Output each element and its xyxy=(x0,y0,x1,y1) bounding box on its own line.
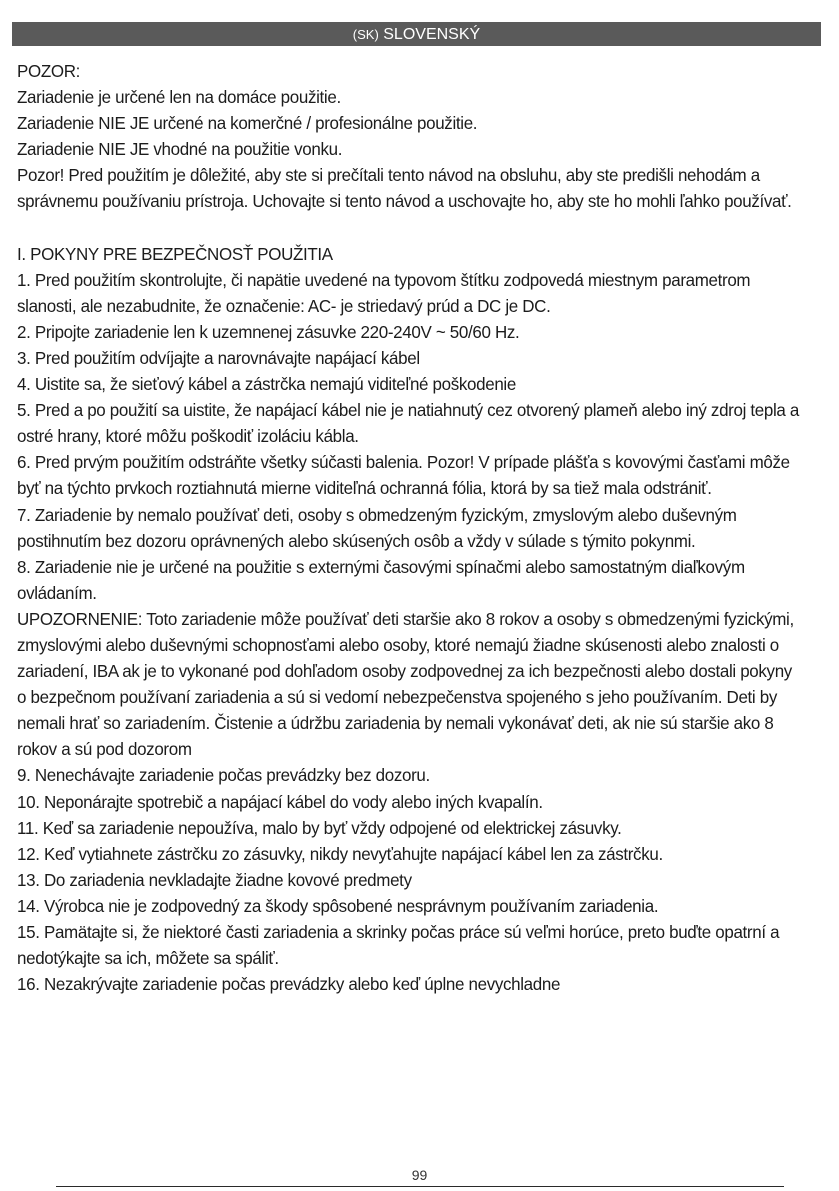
footer-divider xyxy=(56,1186,784,1187)
section-title: I. POKYNY PRE BEZPEČNOSŤ POUŽITIA xyxy=(17,243,333,264)
safety-item: 14. Výrobca nie je zodpovedný za škody spôsobené nesprávnym používaním zariadenia. xyxy=(17,895,659,916)
manual-content xyxy=(17,58,805,997)
warning-line: Zariadenie je určené len na domáce použitie. xyxy=(17,87,341,108)
language-code: (SK) xyxy=(352,27,379,42)
page-number: 99 xyxy=(411,1167,428,1183)
safety-item: 8. Zariadenie nie je určené na použitie s externými časovými spínačmi alebo samostatným diaľkovým ovládaním. xyxy=(17,556,745,603)
safety-item: 1. Pred použitím skontrolujte, či napätie uvedené na typovom štítku zodpovedá miestnym parametrom slanosti, ale nezabudnite, že označenie: AC- je striedavý prúd a DC je DC. xyxy=(17,269,751,316)
language-name: SLOVENSKÝ xyxy=(383,26,481,43)
safety-item: 12. Keď vytiahnete zástrčku zo zásuvky, nikdy nevyťahujte napájací kábel len za zástrčku. xyxy=(17,843,663,864)
safety-item: 9. Nenechávajte zariadenie počas prevádzky bez dozoru. xyxy=(17,765,430,786)
safety-item: 10. Neponárajte spotrebič a napájací kábel do vody alebo iných kvapalín. xyxy=(17,791,543,812)
safety-item: 16. Nezakrývajte zariadenie počas prevádzky alebo keď úplne nevychladne xyxy=(17,974,561,995)
warning-paragraph: Pozor! Pred použitím je dôležité, aby ste si prečítali tento návod na obsluhu, aby ste predišli nehodám a správnemu používaniu prístroja. Uchovajte si tento návod a uschovajte ho, aby ste ho mohli ľahko používať. xyxy=(17,165,792,212)
safety-item: 4. Uistite sa, že sieťový kábel a zástrčka nemajú viditeľné poškodenie xyxy=(17,374,516,395)
safety-item: 3. Pred použitím odvíjajte a narovnávajte napájací kábel xyxy=(17,347,420,368)
language-header-bar xyxy=(12,22,821,46)
safety-item: 15. Pamätajte si, že niektoré časti zariadenia a skrinky počas práce sú veľmi horúce, preto buďte opatrní a nedotýkajte sa ich, môžete sa spáliť. xyxy=(17,922,780,969)
safety-warning-paragraph: UPOZORNENIE: Toto zariadenie môže používať deti staršie ako 8 rokov a osoby s obmedzenými fyzickými, zmyslovými alebo duševnými schopnosťami alebo osoby, ktoré nemajú žiadne skúsenosti alebo znalosti o zariadení, IBA ak je to vykonané pod dohľadom osoby zodpovednej za ich bezpečnosti alebo dostali pokyny o bezpečnom používaní zariadenia a sú si vedomí nebezpečenstva spojeného s jeho používaním. Deti by nemali hrať so zariadením. Čistenie a údržbu zariadenia by nemali vykonávať deti, ak nie sú staršie ako 8 rokov a sú pod dozorom xyxy=(17,608,794,760)
safety-item: 6. Pred prvým použitím odstráňte všetky súčasti balenia. Pozor! V prípade plášťa s kovovými časťami môže byť na týchto prvkoch roztiahnutá mierne viditeľná ochranná fólia, ktorá by sa tiež mala odstrániť. xyxy=(17,452,790,499)
warning-line: Zariadenie NIE JE vhodné na použitie vonku. xyxy=(17,139,343,160)
safety-item: 13. Do zariadenia nevkladajte žiadne kovové predmety xyxy=(17,869,412,890)
warning-line: Zariadenie NIE JE určené na komerčné / profesionálne použitie. xyxy=(17,113,478,134)
safety-item: 5. Pred a po použití sa uistite, že napájací kábel nie je natiahnutý cez otvorený plameň alebo iný zdroj tepla a ostré hrany, ktoré môžu poškodiť izoláciu kábla. xyxy=(17,400,800,447)
warning-title: POZOR: xyxy=(17,61,81,81)
safety-item: 2. Pripojte zariadenie len k uzemnenej zásuvke 220-240V ~ 50/60 Hz. xyxy=(17,321,520,342)
safety-item: 11. Keď sa zariadenie nepoužíva, malo by byť vždy odpojené od elektrickej zásuvky. xyxy=(17,817,622,838)
safety-item: 7. Zariadenie by nemalo používať deti, osoby s obmedzeným fyzickým, zmyslovým alebo duševným postihnutím bez dozoru oprávnených alebo skúsených osôb a vždy v súlade s týmito pokynmi. xyxy=(17,504,737,551)
section-spacer xyxy=(17,215,805,241)
